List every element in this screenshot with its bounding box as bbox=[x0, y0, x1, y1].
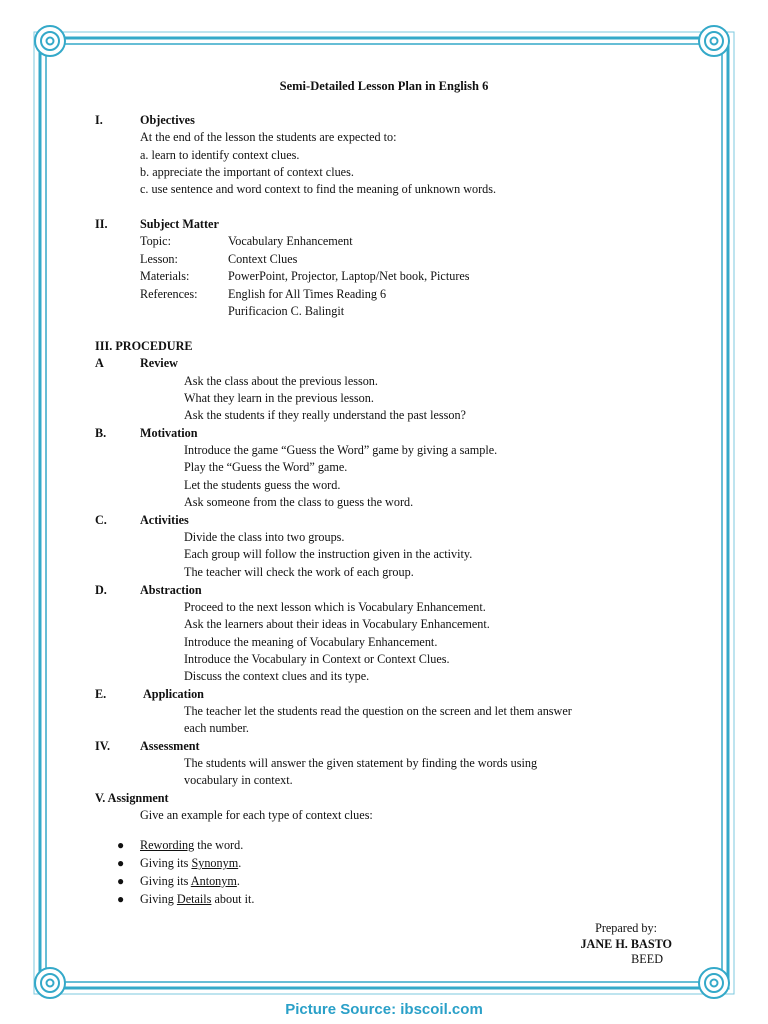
objective-item: c. use sentence and word context to find the meaning of unknown words. bbox=[140, 182, 497, 196]
subsection-heading-motivation: Motivation bbox=[140, 426, 198, 440]
assignment-bullet: Giving its Antonym. bbox=[140, 874, 240, 888]
subject-value: Vocabulary Enhancement bbox=[228, 234, 353, 248]
procedure-line: Introduce the game “Guess the Word” game by giving a sample. bbox=[184, 443, 498, 457]
subject-label: Topic: bbox=[140, 234, 171, 248]
subsection-heading-activities: Activities bbox=[140, 513, 189, 527]
procedure-line: Proceed to the next lesson which is Vocabulary Enhancement. bbox=[184, 600, 486, 614]
document-title: Semi-Detailed Lesson Plan in English 6 bbox=[279, 79, 489, 93]
prepared-by-label: Prepared by: bbox=[595, 921, 657, 935]
subsection-letter: C. bbox=[95, 513, 107, 527]
procedure-line: Let the students guess the word. bbox=[184, 478, 341, 492]
section-number: IV. bbox=[95, 739, 111, 753]
assessment-line: vocabulary in context. bbox=[184, 773, 293, 787]
procedure-line: Each group will follow the instruction given in the activity. bbox=[184, 547, 473, 561]
subject-label: Materials: bbox=[140, 269, 190, 283]
subject-value: English for All Times Reading 6 bbox=[228, 287, 387, 301]
subsection-letter: D. bbox=[95, 583, 107, 597]
procedure-line: Play the “Guess the Word” game. bbox=[184, 460, 348, 474]
assignment-bullet: Giving Details about it. bbox=[140, 892, 255, 906]
preparer-name: JANE H. BASTO bbox=[580, 937, 672, 951]
subject-label: References: bbox=[140, 287, 198, 301]
picture-source-credit: Picture Source: ibscoil.com bbox=[285, 1001, 483, 1018]
subject-value: Context Clues bbox=[228, 252, 298, 266]
section-heading-objectives: Objectives bbox=[140, 113, 195, 127]
procedure-line: The teacher will check the work of each group. bbox=[184, 565, 414, 579]
procedure-line: Divide the class into two groups. bbox=[184, 530, 345, 544]
subsection-letter: A bbox=[95, 356, 104, 370]
procedure-line: Ask the learners about their ideas in Vocabulary Enhancement. bbox=[184, 617, 490, 631]
objective-item: a. learn to identify context clues. bbox=[140, 148, 300, 162]
assessment-line: The students will answer the given statement by finding the words using bbox=[184, 756, 538, 770]
subsection-letter: E. bbox=[95, 687, 107, 701]
procedure-line: each number. bbox=[184, 721, 249, 735]
procedure-line: Discuss the context clues and its type. bbox=[184, 669, 370, 683]
assignment-bullet: Giving its Synonym. bbox=[140, 856, 242, 870]
subsection-heading-abstraction: Abstraction bbox=[140, 583, 202, 597]
subsection-heading-review: Review bbox=[140, 356, 178, 370]
procedure-line: Ask someone from the class to guess the word. bbox=[184, 495, 414, 509]
preparer-degree: BEED bbox=[631, 952, 663, 966]
procedure-line: Introduce the meaning of Vocabulary Enhancement. bbox=[184, 635, 438, 649]
bullet-dot: ● bbox=[117, 874, 125, 888]
section-heading-assignment: V. Assignment bbox=[95, 791, 169, 805]
section-number: II. bbox=[95, 217, 108, 231]
procedure-line: The teacher let the students read the question on the screen and let them answer bbox=[184, 704, 572, 718]
objectives-intro: At the end of the lesson the students are expected to: bbox=[140, 130, 397, 144]
section-heading-subject-matter: Subject Matter bbox=[140, 217, 219, 231]
objective-item: b. appreciate the important of context clues. bbox=[140, 165, 354, 179]
section-number: I. bbox=[95, 113, 103, 127]
procedure-line: What they learn in the previous lesson. bbox=[184, 391, 374, 405]
section-heading-procedure: III. PROCEDURE bbox=[95, 339, 193, 353]
subsection-letter: B. bbox=[95, 426, 107, 440]
bullet-dot: ● bbox=[117, 856, 125, 870]
procedure-line: Ask the class about the previous lesson. bbox=[184, 374, 378, 388]
bullet-dot: ● bbox=[117, 838, 125, 852]
subsection-heading-application: Application bbox=[143, 687, 204, 701]
assignment-intro: Give an example for each type of context clues: bbox=[140, 808, 373, 822]
procedure-line: Introduce the Vocabulary in Context or Context Clues. bbox=[184, 652, 450, 666]
subject-value: PowerPoint, Projector, Laptop/Net book, Pictures bbox=[228, 269, 470, 283]
section-heading-assessment: Assessment bbox=[140, 739, 200, 753]
subject-value: Purificacion C. Balingit bbox=[228, 304, 345, 318]
procedure-line: Ask the students if they really understand the past lesson? bbox=[184, 408, 466, 422]
subject-label: Lesson: bbox=[140, 252, 178, 266]
bullet-dot: ● bbox=[117, 892, 125, 906]
assignment-bullet: Rewording the word. bbox=[140, 838, 244, 852]
